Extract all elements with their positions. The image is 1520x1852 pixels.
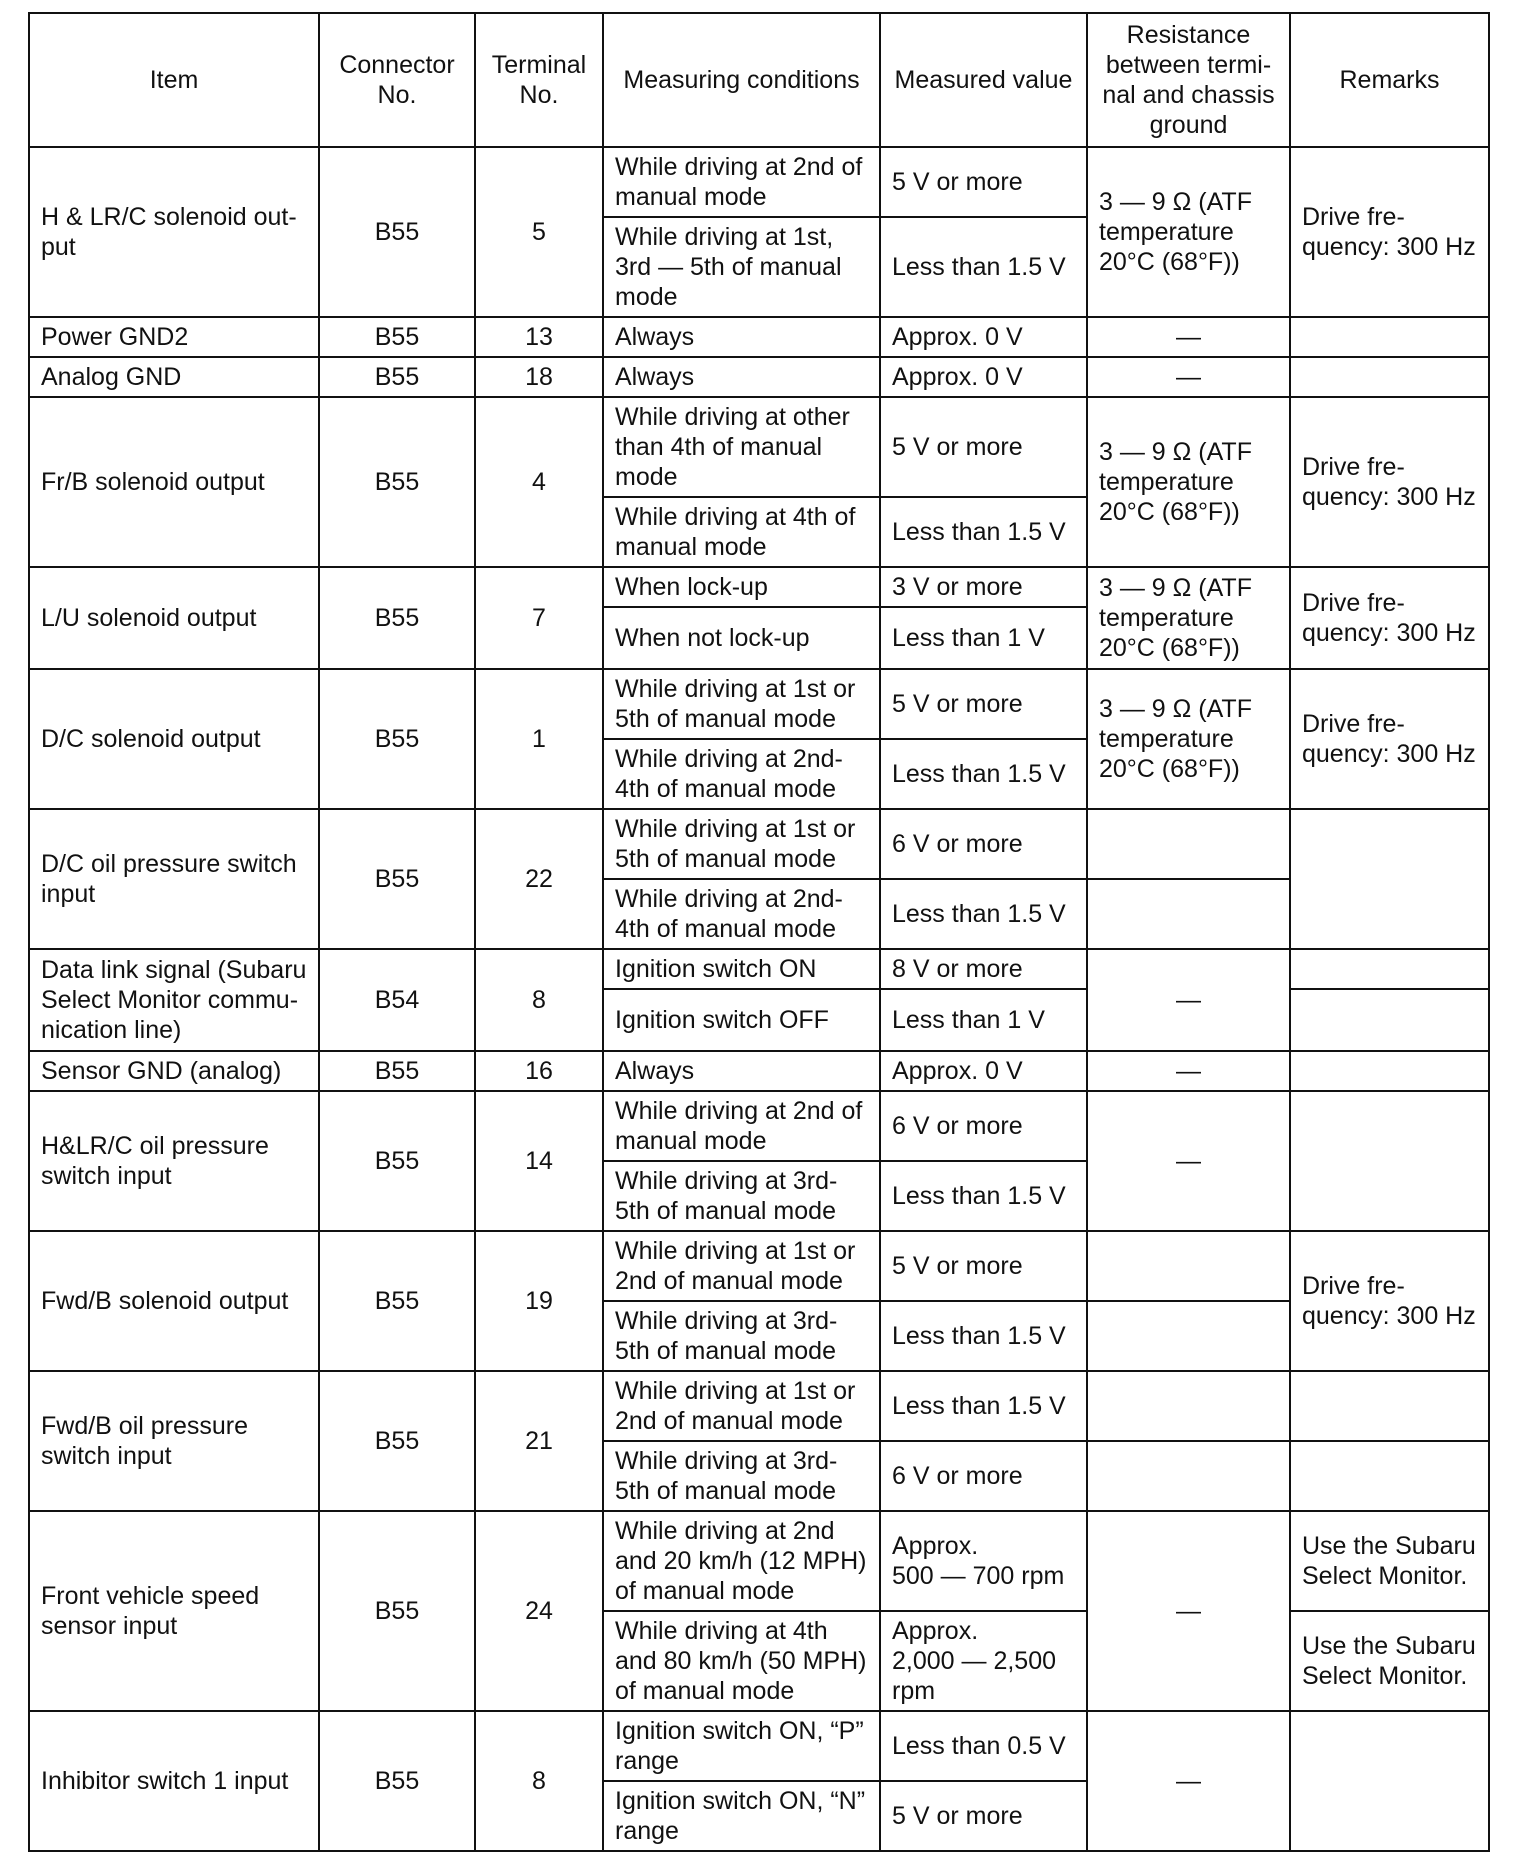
item-cell: H & LR/C solenoid out- put (29, 147, 319, 317)
terminal-cell: 21 (475, 1371, 603, 1511)
item-cell: Analog GND (29, 357, 319, 397)
value-cell: 8 V or more (880, 949, 1087, 989)
terminal-cell: 22 (475, 809, 603, 949)
table-row (29, 669, 1489, 739)
remarks-cell (1290, 1371, 1489, 1441)
item-cell: Fwd/B solenoid output (29, 1231, 319, 1371)
resistance-cell: 3 — 9 Ω (ATF temperature 20°C (68°F)) (1087, 567, 1290, 669)
remarks-cell (1290, 809, 1489, 949)
table-row (29, 357, 1489, 397)
remarks-cell (1290, 1441, 1489, 1511)
remarks-cell: Drive fre- quency: 300 Hz (1290, 1231, 1489, 1371)
spec-page (28, 12, 1490, 1852)
condition-cell: While driving at 1st, 3rd — 5th of manual mode (603, 217, 880, 317)
resistance-cell: 3 — 9 Ω (ATF temperature 20°C (68°F)) (1087, 669, 1290, 809)
resistance-cell: 3 — 9 Ω (ATF temperature 20°C (68°F)) (1087, 147, 1290, 317)
resistance-cell: — (1087, 1051, 1290, 1091)
condition-cell: When not lock-up (603, 607, 880, 669)
condition-cell: While driving at 2nd- 4th of manual mode (603, 879, 880, 949)
condition-cell: While driving at 3rd- 5th of manual mode (603, 1161, 880, 1231)
condition-cell: While driving at 1st or 5th of manual mode (603, 669, 880, 739)
connector-cell: B55 (319, 1371, 475, 1511)
terminal-cell: 14 (475, 1091, 603, 1231)
condition-cell: While driving at 3rd- 5th of manual mode (603, 1441, 880, 1511)
item-cell: Front vehicle speed sensor input (29, 1511, 319, 1711)
resistance-cell (1087, 1231, 1290, 1301)
condition-cell: Ignition switch OFF (603, 989, 880, 1051)
condition-cell: Ignition switch ON, “P” range (603, 1711, 880, 1781)
resistance-cell: — (1087, 949, 1290, 1051)
terminal-cell: 8 (475, 1711, 603, 1851)
value-cell: Less than 1.5 V (880, 1371, 1087, 1441)
header-row (29, 13, 1489, 147)
terminal-cell: 16 (475, 1051, 603, 1091)
value-cell: 6 V or more (880, 1441, 1087, 1511)
terminal-cell: 1 (475, 669, 603, 809)
remarks-cell (1290, 989, 1489, 1051)
condition-cell: While driving at 1st or 2nd of manual mode (603, 1231, 880, 1301)
condition-cell: While driving at 4th of manual mode (603, 497, 880, 567)
condition-cell: Always (603, 317, 880, 357)
condition-cell: While driving at 3rd- 5th of manual mode (603, 1301, 880, 1371)
item-cell: D/C oil pressure switch input (29, 809, 319, 949)
terminal-cell: 13 (475, 317, 603, 357)
value-cell: Less than 1 V (880, 989, 1087, 1051)
remarks-cell (1290, 949, 1489, 989)
value-cell: 5 V or more (880, 397, 1087, 497)
condition-cell: While driving at 2nd of manual mode (603, 147, 880, 217)
remarks-cell (1290, 357, 1489, 397)
remarks-cell (1290, 317, 1489, 357)
value-cell: 5 V or more (880, 1781, 1087, 1851)
resistance-cell: — (1087, 1511, 1290, 1711)
connector-cell: B55 (319, 1511, 475, 1711)
resistance-cell (1087, 1301, 1290, 1371)
condition-cell: While driving at 2nd- 4th of manual mode (603, 739, 880, 809)
terminal-cell: 5 (475, 147, 603, 317)
item-cell: Sensor GND (analog) (29, 1051, 319, 1091)
table-row (29, 949, 1489, 989)
condition-cell: While driving at 4th and 80 km/h (50 MPH) of manual mode (603, 1611, 880, 1711)
value-cell: 3 V or more (880, 567, 1087, 607)
value-cell: Less than 0.5 V (880, 1711, 1087, 1781)
remarks-cell (1290, 1711, 1489, 1851)
condition-cell: While driving at 1st or 5th of manual mode (603, 809, 880, 879)
remarks-cell: Use the Subaru Select Monitor. (1290, 1611, 1489, 1711)
remarks-cell: Use the Subaru Select Monitor. (1290, 1511, 1489, 1611)
value-cell: Approx. 0 V (880, 317, 1087, 357)
table-row (29, 317, 1489, 357)
condition-cell: When lock-up (603, 567, 880, 607)
resistance-cell: — (1087, 317, 1290, 357)
condition-cell: While driving at 1st or 2nd of manual mode (603, 1371, 880, 1441)
value-cell: Less than 1.5 V (880, 217, 1087, 317)
item-cell: Power GND2 (29, 317, 319, 357)
condition-cell: Always (603, 357, 880, 397)
item-cell: H&LR/C oil pressure switch input (29, 1091, 319, 1231)
condition-cell: Ignition switch ON, “N” range (603, 1781, 880, 1851)
condition-cell: Always (603, 1051, 880, 1091)
resistance-cell (1087, 1441, 1290, 1511)
header-terminal: Terminal No. (475, 13, 603, 147)
table-row (29, 567, 1489, 607)
terminal-cell: 18 (475, 357, 603, 397)
value-cell: Less than 1.5 V (880, 879, 1087, 949)
resistance-cell: — (1087, 357, 1290, 397)
remarks-cell (1290, 1091, 1489, 1231)
connector-cell: B55 (319, 809, 475, 949)
header-item: Item (29, 13, 319, 147)
resistance-cell: — (1087, 1091, 1290, 1231)
connector-cell: B55 (319, 1091, 475, 1231)
remarks-cell: Drive fre- quency: 300 Hz (1290, 147, 1489, 317)
terminal-cell: 4 (475, 397, 603, 567)
item-cell: L/U solenoid output (29, 567, 319, 669)
connector-cell: B55 (319, 1711, 475, 1851)
connector-cell: B55 (319, 669, 475, 809)
table-row (29, 1711, 1489, 1781)
header-remarks: Remarks (1290, 13, 1489, 147)
value-cell: Approx. 0 V (880, 1051, 1087, 1091)
item-cell: Inhibitor switch 1 input (29, 1711, 319, 1851)
value-cell: Less than 1.5 V (880, 739, 1087, 809)
tcm-terminal-table (28, 12, 1490, 1852)
item-cell: Fr/B solenoid output (29, 397, 319, 567)
item-cell: D/C solenoid output (29, 669, 319, 809)
resistance-cell (1087, 809, 1290, 879)
value-cell: Less than 1.5 V (880, 1161, 1087, 1231)
remarks-cell: Drive fre- quency: 300 Hz (1290, 397, 1489, 567)
connector-cell: B55 (319, 1231, 475, 1371)
value-cell: Approx. 2,000 — 2,500 rpm (880, 1611, 1087, 1711)
connector-cell: B55 (319, 397, 475, 567)
resistance-cell (1087, 1371, 1290, 1441)
table-row (29, 1091, 1489, 1161)
resistance-cell (1087, 879, 1290, 949)
value-cell: Approx. 500 — 700 rpm (880, 1511, 1087, 1611)
connector-cell: B54 (319, 949, 475, 1051)
condition-cell: While driving at other than 4th of manual mode (603, 397, 880, 497)
item-cell: Fwd/B oil pressure switch input (29, 1371, 319, 1511)
connector-cell: B55 (319, 1051, 475, 1091)
remarks-cell (1290, 1051, 1489, 1091)
value-cell: Approx. 0 V (880, 357, 1087, 397)
table-row (29, 1511, 1489, 1611)
table-row (29, 809, 1489, 879)
terminal-cell: 24 (475, 1511, 603, 1711)
resistance-cell: — (1087, 1711, 1290, 1851)
terminal-cell: 8 (475, 949, 603, 1051)
header-value: Measured value (880, 13, 1087, 147)
value-cell: 5 V or more (880, 147, 1087, 217)
header-resistance: Resistance between termi- nal and chassis ground (1087, 13, 1290, 147)
connector-cell: B55 (319, 567, 475, 669)
terminal-cell: 7 (475, 567, 603, 669)
table-row (29, 1371, 1489, 1441)
value-cell: 6 V or more (880, 1091, 1087, 1161)
header-connector: Connector No. (319, 13, 475, 147)
table-row (29, 397, 1489, 497)
connector-cell: B55 (319, 147, 475, 317)
condition-cell: While driving at 2nd of manual mode (603, 1091, 880, 1161)
connector-cell: B55 (319, 317, 475, 357)
condition-cell: While driving at 2nd and 20 km/h (12 MPH) of manual mode (603, 1511, 880, 1611)
remarks-cell: Drive fre- quency: 300 Hz (1290, 567, 1489, 669)
value-cell: 5 V or more (880, 1231, 1087, 1301)
condition-cell: Ignition switch ON (603, 949, 880, 989)
value-cell: Less than 1 V (880, 607, 1087, 669)
terminal-cell: 19 (475, 1231, 603, 1371)
value-cell: 6 V or more (880, 809, 1087, 879)
value-cell: Less than 1.5 V (880, 1301, 1087, 1371)
value-cell: Less than 1.5 V (880, 497, 1087, 567)
connector-cell: B55 (319, 357, 475, 397)
value-cell: 5 V or more (880, 669, 1087, 739)
table-row (29, 1231, 1489, 1301)
header-conditions: Measuring conditions (603, 13, 880, 147)
remarks-cell: Drive fre- quency: 300 Hz (1290, 669, 1489, 809)
resistance-cell: 3 — 9 Ω (ATF temperature 20°C (68°F)) (1087, 397, 1290, 567)
item-cell: Data link signal (Subaru Select Monitor commu- nication line) (29, 949, 319, 1051)
table-row (29, 1051, 1489, 1091)
table-row (29, 147, 1489, 217)
